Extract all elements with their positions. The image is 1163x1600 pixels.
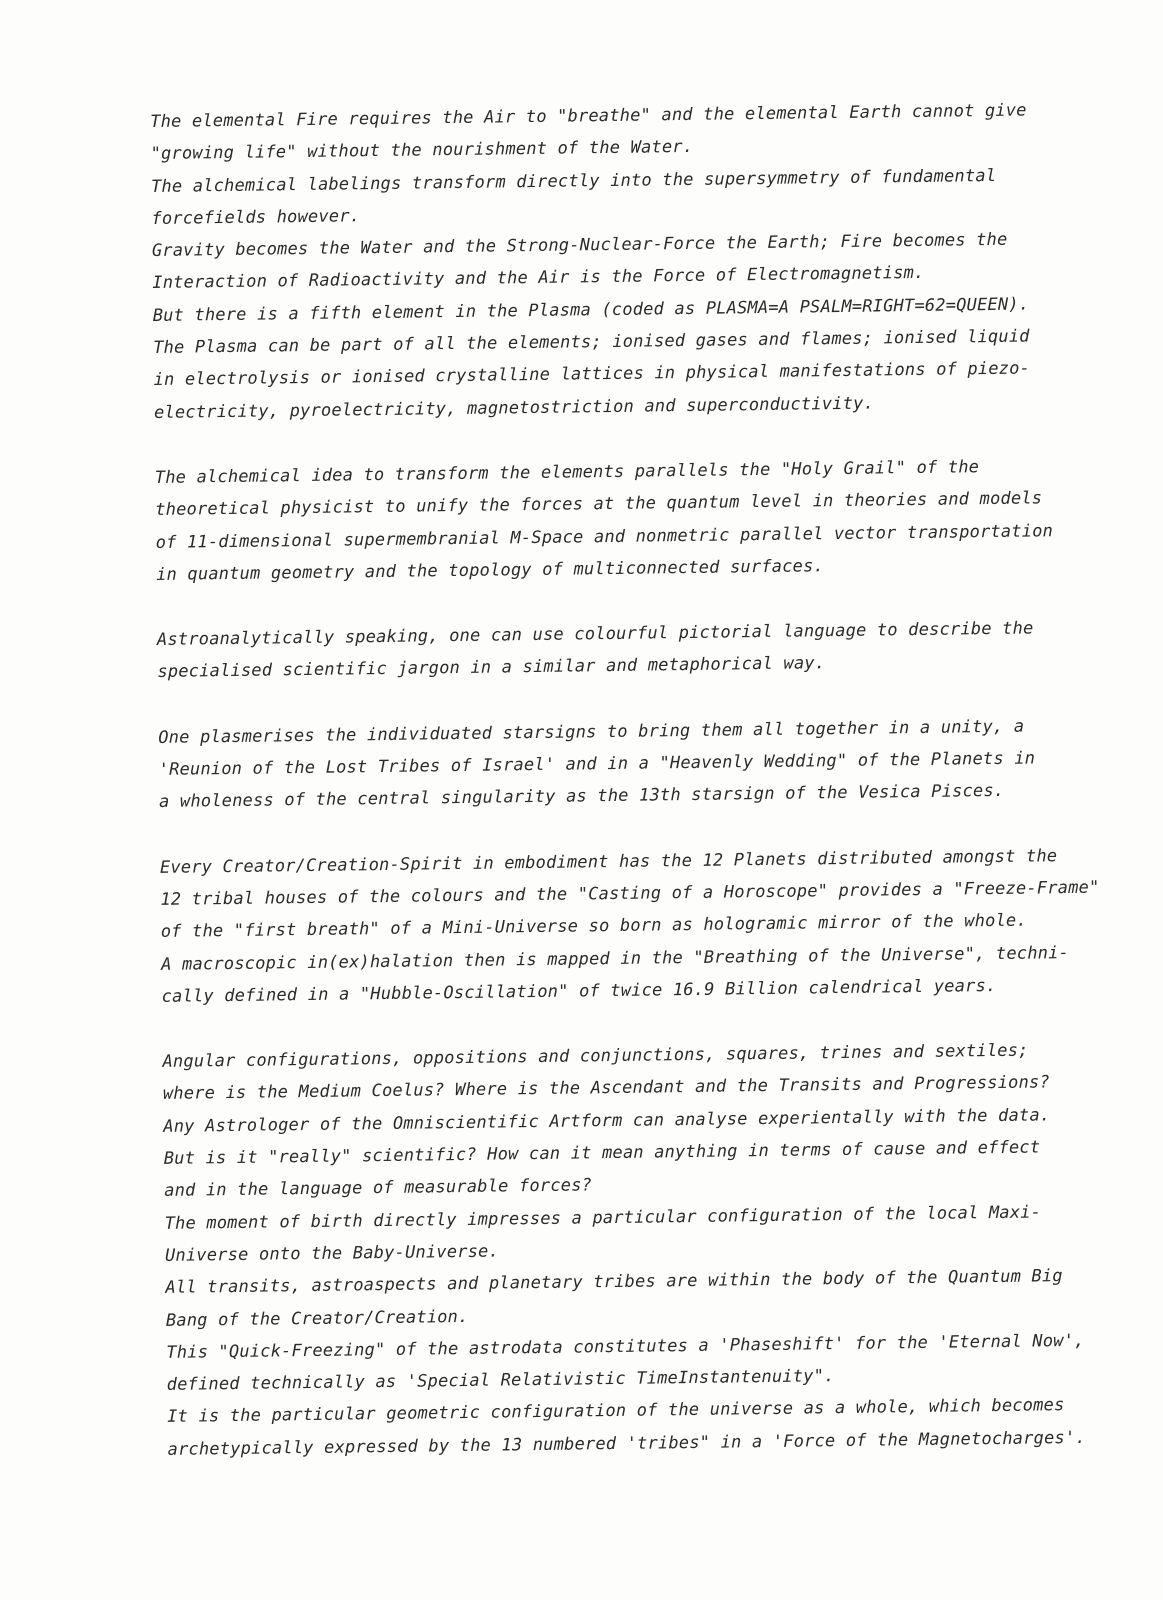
paragraph-creator-spirit (160, 839, 1122, 1013)
text-line: The alchemical idea to transform the elements parallels the "Holy Grail" of the (154, 457, 980, 488)
text-line: This "Quick-Freezing" of the astrodata constitutes a 'Phaseshift' for the 'Eternal Now', (166, 1330, 1085, 1363)
text-line: Interaction of Radioactivity and the Air is the Force of Electromagnetism. (152, 263, 925, 294)
text-line: in quantum geometry and the topology of multiconnected surfaces. (156, 556, 825, 585)
text-line: A macroscopic in(ex)halation then is mapped in the "Breathing of the Universe", techni- (161, 942, 1070, 975)
paragraph-angular-configurations (162, 1033, 1127, 1465)
text-line: of the "first breath" of a Mini-Universe so born as hologramic mirror of the whole. (160, 910, 1027, 943)
text-line: of 11-dimensional supermembranial M-Space and nonmetric parallel vector transportation (155, 520, 1054, 553)
text-line: Gravity becomes the Water and the Strong-Nuclear-Force the Earth; Fire becomes the (151, 229, 1008, 262)
text-line: Universe onto the Baby-Universe. (164, 1241, 500, 1266)
text-line: Astroanalytically speaking, one can use colourful pictorial language to describe the (156, 618, 1034, 651)
text-line: 'Reunion of the Lost Tribes of Israel' and in a "Heavenly Wedding" of the Planets in (158, 748, 1036, 780)
text-line: and in the language of measurable forces? (164, 1175, 593, 1202)
text-line: The elemental Fire requires the Air to "breathe" and the elemental Earth cannot give (150, 100, 1027, 132)
text-line: 12 tribal houses of the colours and the "Casting of a Horoscope" provides a "Freeze-Frame" (160, 877, 1100, 910)
text-line: cally defined in a "Hubble-Oscillation" of twice 16.9 Billion calendrical years. (161, 975, 997, 1007)
paragraph-alchemical-idea (155, 449, 1117, 591)
text-line: theoretical physicist to unify the forces at the quantum level in theories and models (155, 488, 1043, 521)
paragraph-elements (150, 93, 1114, 429)
text-line: Any Astrologer of the Omniscientific Artform can analyse experientally with the data. (163, 1105, 1051, 1137)
text-line: defined technically as 'Special Relativistic TimeInstantenuity". (166, 1366, 835, 1395)
text-line: It is the particular geometric configuration of the universe as a whole, which becomes (167, 1395, 1065, 1428)
text-line: Every Creator/Creation-Spirit in embodiment has the 12 Planets distributed amongst the (159, 845, 1058, 878)
text-line: specialised scientific jargon in a similar and metaphorical way. (157, 653, 826, 683)
text-line: But is it "really" scientific? How can it mean anything in terms of cause and effect (163, 1137, 1041, 1169)
text-line: archetypically expressed by the 13 numbered 'tribes" in a 'Force of the Magnetocharges'. (167, 1427, 1086, 1460)
text-line: in electrolysis or ionised crystalline lattices in physical manifestations of piezo- (153, 358, 1031, 391)
document-body (150, 93, 1128, 1498)
text-line: The Plasma can be part of all the elements; ionised gases and flames; ionised liquid (153, 326, 1030, 359)
text-line: One plasmerises the individuated starsigns to bring them all together in a unity, a (158, 716, 1025, 748)
text-line: Angular configurations, oppositions and conjunctions, squares, trines and sextiles; (162, 1040, 1029, 1073)
text-line: a wholeness of the central singularity as the 13th starsign of the Vesica Pisces. (158, 781, 1005, 813)
paragraph-astroanalytically (157, 612, 1118, 689)
text-line: forcefields however. (151, 206, 361, 229)
text-line: electricity, pyroelectricity, magnetostriction and superconductivity. (153, 393, 875, 423)
text-line: All transits, astroaspects and planetary tribes are within the body of the Quantum Big (165, 1266, 1063, 1299)
text-line: "growing life" without the nourishment of the Water. (150, 137, 694, 165)
text-line: But there is a fifth element in the Plasma (coded as PLASMA=A PSALM=RIGHT=62=QUEEN). (152, 294, 1030, 326)
text-line: The alchemical labelings transform directly into the supersymmetry of fundamental (150, 165, 997, 197)
text-line: The moment of birth directly impresses a particular configuration of the local Maxi- (164, 1202, 1042, 1234)
text-line: Bang of the Creator/Creation. (165, 1306, 469, 1331)
text-line: where is the Medium Coelus? Where is the Ascendant and the Transits and Progressions? (162, 1072, 1050, 1105)
paragraph-plasmerises (158, 709, 1119, 818)
